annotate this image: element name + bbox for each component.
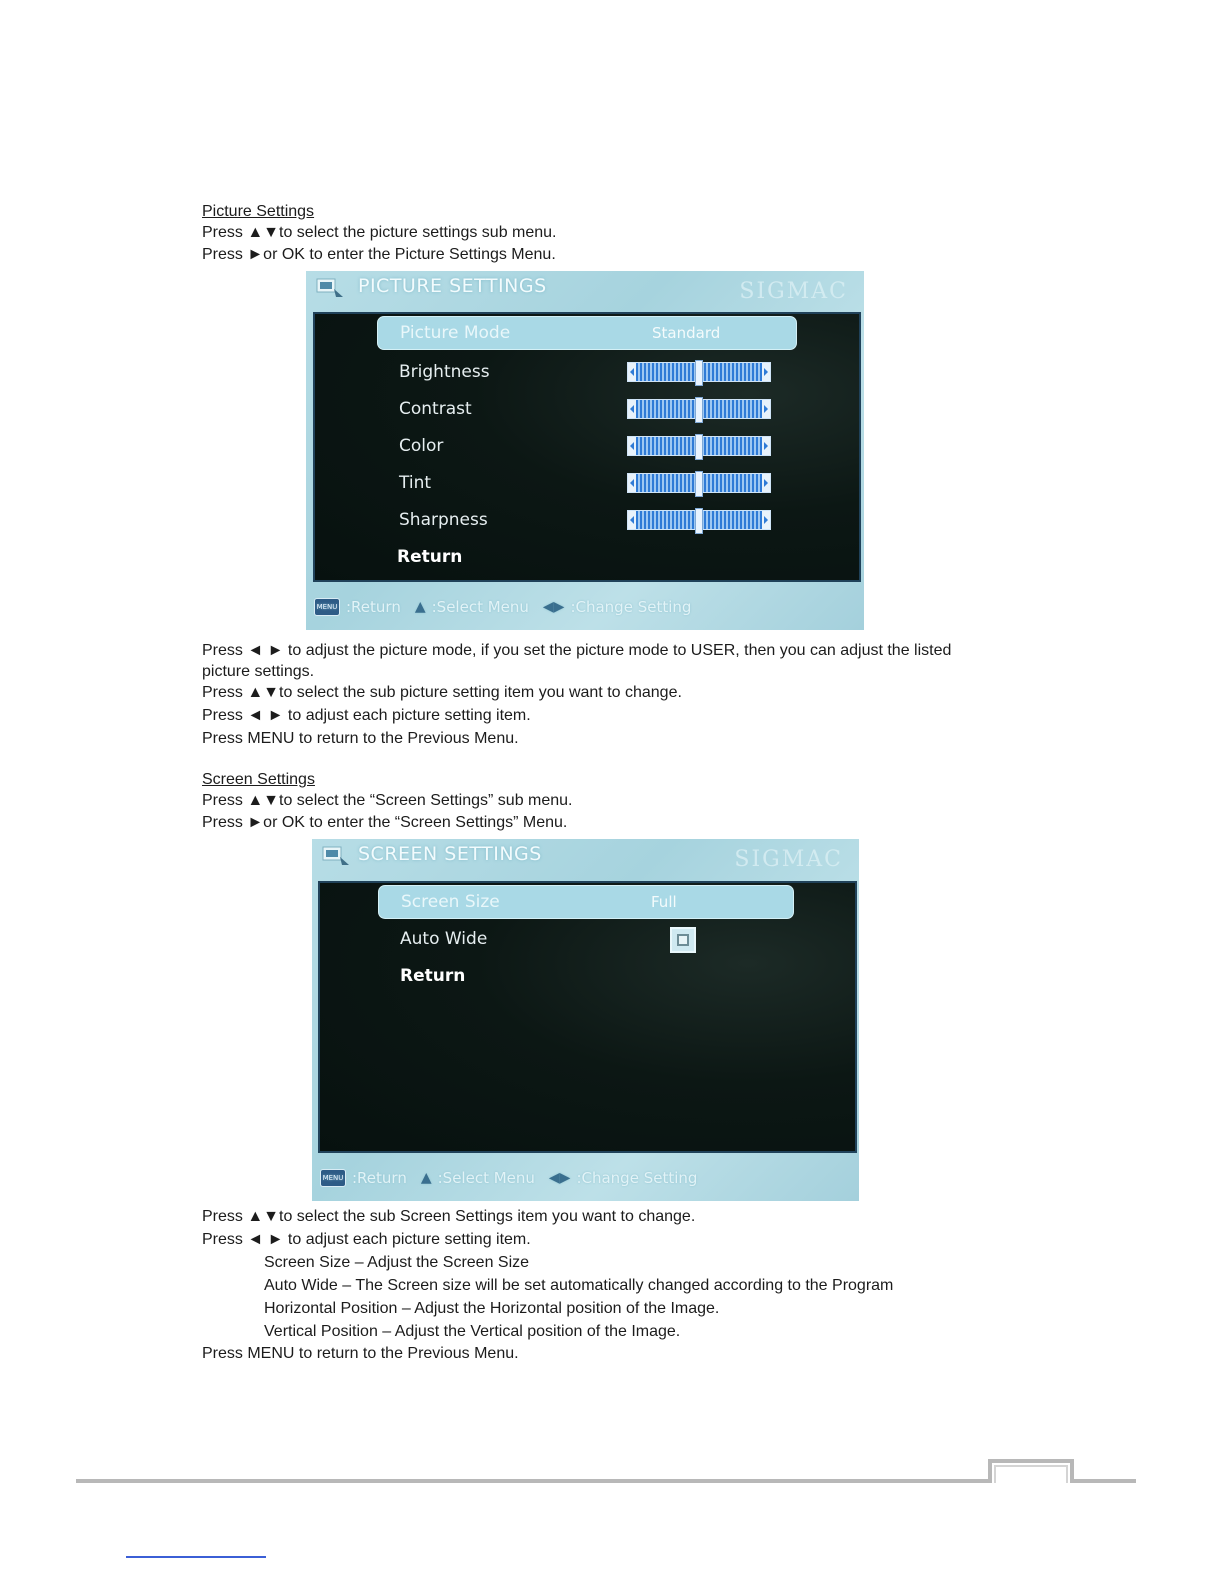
tv-menu-title: SCREEN SETTINGS xyxy=(358,843,542,865)
slider-right-arrow-icon xyxy=(762,511,770,529)
menu-item-label: Auto Wide xyxy=(400,929,488,949)
screen-settings-heading: Screen Settings xyxy=(202,771,315,788)
footer-rule xyxy=(76,1479,990,1483)
menu-item-brightness[interactable] xyxy=(315,358,859,392)
tv-menu-panel xyxy=(313,312,861,582)
menu-item-return[interactable] xyxy=(315,543,859,577)
footer-select-hint: :Select Menu xyxy=(431,598,529,616)
up-down-arrows-icon: ▲︎ xyxy=(420,1170,432,1186)
brand-logo: SIGMAC xyxy=(739,279,848,304)
tv-menu-icon xyxy=(316,277,344,299)
slider-knob[interactable] xyxy=(695,471,703,497)
instruction-line: picture settings. xyxy=(202,663,315,680)
slider-knob[interactable] xyxy=(695,360,703,386)
menu-item-return[interactable] xyxy=(320,962,855,996)
left-right-arrows-icon: ◀▶ xyxy=(542,599,565,615)
menu-item-tint[interactable] xyxy=(315,469,859,503)
slider-knob[interactable] xyxy=(695,397,703,423)
sub-item-description: Screen Size – Adjust the Screen Size xyxy=(264,1254,530,1271)
instruction-line: Press ◄ ► to adjust each picture setting item. xyxy=(202,1231,531,1248)
menu-item-label: Contrast xyxy=(399,399,472,419)
instruction-line: Press ▲▼to select the sub Screen Settings item you want to change. xyxy=(202,1208,696,1225)
tv-menu-icon xyxy=(322,845,350,867)
menu-item-label: Color xyxy=(399,436,444,456)
auto-wide-checkbox[interactable] xyxy=(670,927,696,953)
color-slider[interactable] xyxy=(627,436,771,456)
footer-link-underline xyxy=(126,1556,266,1558)
footer-select-hint: :Select Menu xyxy=(437,1169,535,1187)
menu-item-contrast[interactable] xyxy=(315,395,859,429)
slider-left-arrow-icon xyxy=(628,474,636,492)
slider-right-arrow-icon xyxy=(762,474,770,492)
menu-item-label: Return xyxy=(400,966,466,986)
slider-right-arrow-icon xyxy=(762,437,770,455)
picture-settings-screenshot xyxy=(306,271,864,630)
slider-left-arrow-icon xyxy=(628,511,636,529)
slider-left-arrow-icon xyxy=(628,400,636,418)
menu-item-label: Sharpness xyxy=(399,510,488,530)
tv-menu-footer xyxy=(320,1169,697,1187)
instruction-line: Press ►or OK to enter the “Screen Settings” Menu. xyxy=(202,814,568,831)
menu-item-picture-mode[interactable] xyxy=(377,316,797,350)
footer-change-hint: :Change Setting xyxy=(570,598,692,616)
left-right-arrows-icon: ◀▶ xyxy=(548,1170,571,1186)
menu-key-icon: MENU xyxy=(314,598,340,616)
screen-settings-screenshot xyxy=(312,839,859,1201)
tv-menu-panel xyxy=(318,881,857,1153)
footer-change-hint: :Change Setting xyxy=(576,1169,698,1187)
menu-item-label: Return xyxy=(397,547,463,567)
slider-knob[interactable] xyxy=(695,434,703,460)
slider-left-arrow-icon xyxy=(628,437,636,455)
footer-return-hint: :Return xyxy=(352,1169,407,1187)
instruction-line: Press ▲▼to select the sub picture setting item you want to change. xyxy=(202,684,682,701)
slider-right-arrow-icon xyxy=(762,400,770,418)
instruction-line: Press ◄ ► to adjust the picture mode, if you set the picture mode to USER, then you can adjust the listed xyxy=(202,642,952,659)
menu-item-label: Tint xyxy=(399,473,432,493)
instruction-line: Press ▲▼to select the picture settings sub menu. xyxy=(202,224,557,241)
menu-item-color[interactable] xyxy=(315,432,859,466)
sub-item-description: Auto Wide – The Screen size will be set automatically changed according to the Program xyxy=(264,1277,894,1294)
instruction-line: Press ►or OK to enter the Picture Settings Menu. xyxy=(202,246,556,263)
footer-rule-right xyxy=(1072,1479,1136,1483)
brightness-slider[interactable] xyxy=(627,362,771,382)
picture-mode-value: Standard xyxy=(652,324,721,342)
picture-settings-heading: Picture Settings xyxy=(202,203,315,220)
instruction-line: Press ▲▼to select the “Screen Settings” sub menu. xyxy=(202,792,573,809)
menu-item-sharpness[interactable] xyxy=(315,506,859,540)
tint-slider[interactable] xyxy=(627,473,771,493)
brand-logo: SIGMAC xyxy=(734,847,843,872)
sub-item-description: Horizontal Position – Adjust the Horizontal position of the Image. xyxy=(264,1300,720,1317)
instruction-line: Press MENU to return to the Previous Menu. xyxy=(202,730,519,747)
menu-key-icon: MENU xyxy=(320,1169,346,1187)
menu-item-label: Screen Size xyxy=(401,892,500,912)
instruction-line: Press ◄ ► to adjust each picture setting item. xyxy=(202,707,531,724)
menu-item-label: Brightness xyxy=(399,362,490,382)
page-number-tab-inner xyxy=(994,1465,1068,1483)
screen-size-value: Full xyxy=(651,893,677,911)
slider-right-arrow-icon xyxy=(762,363,770,381)
tv-menu-title: PICTURE SETTINGS xyxy=(358,275,547,297)
slider-knob[interactable] xyxy=(695,508,703,534)
footer-return-hint: :Return xyxy=(346,598,401,616)
up-down-arrows-icon: ▲︎ xyxy=(414,599,426,615)
contrast-slider[interactable] xyxy=(627,399,771,419)
menu-item-auto-wide[interactable] xyxy=(320,925,855,959)
sharpness-slider[interactable] xyxy=(627,510,771,530)
menu-item-label: Picture Mode xyxy=(400,323,511,343)
instruction-line: Press MENU to return to the Previous Menu. xyxy=(202,1345,519,1362)
tv-menu-footer xyxy=(314,598,691,616)
slider-left-arrow-icon xyxy=(628,363,636,381)
sub-item-description: Vertical Position – Adjust the Vertical position of the Image. xyxy=(264,1323,681,1340)
menu-item-screen-size[interactable] xyxy=(378,885,794,919)
